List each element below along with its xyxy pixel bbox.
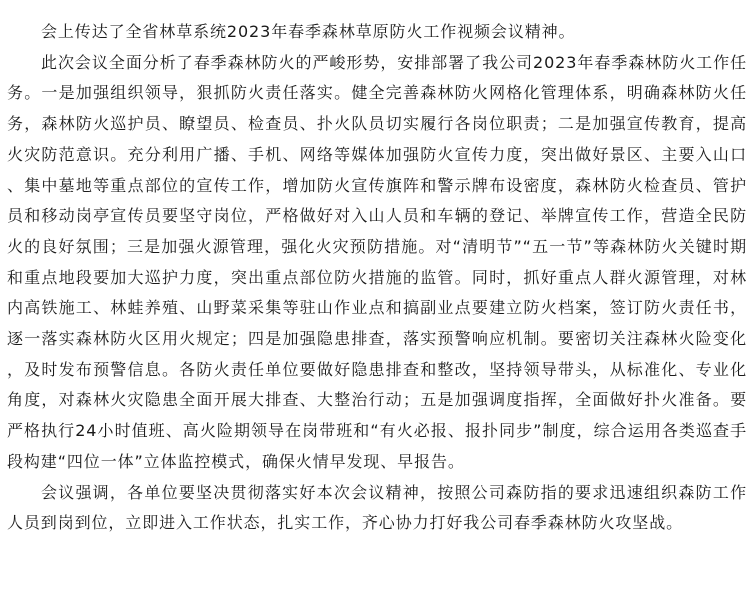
paragraph-intro: 会上传达了全省林草系统2023年春季森林草原防火工作视频会议精神。 (41, 22, 576, 41)
paragraph-tasks: 此次会议全面分析了春季森林防火的严峻形势，安排部署了我公司2023年春季森林防火工作任务。一是加强组织领导，狠抓防火责任落实。健全完善森林防火网格化管理体系，明确森林防火任务，森林防火巡护员、瞭望员、检查员、扑火队员切实履行各岗位职责；二是加强宣传教育，提高火灾防范意识。充分利用广播、手机、网络等媒体加强防火宣传力度，突出做好景区、主要入山口、集中墓地等重点部位的宣传工作，增加防火宣传旗阵和警示牌布设密度，森林防火检查员、管护员和移动岗亭宣传员要坚守岗位，严格做好对入山人员和车辆的登记、举牌宣传工作，营造全民防火的良好氛围；三是加强火源管理，强化火灾预防措施。对“清明节”“五一节”等森林防火关键时期和重点地段要加大巡护力度，突出重点部位防火措施的监管。同时，抓好重点人群火源管理，对林内高铁施工、林蛙养殖、山野菜采集等驻山作业点和搞副业点要建立防火档案，签订防火责任书，逐一落实森林防火区用火规定；四是加强隐患排查，落实预警响应机制。要密切关注森林火险变化，及时发布预警信息。各防火责任单位要做好隐患排查和整改，坚持领导带头，从标准化、专业化角度，对森林火灾隐患全面开展大排查、大整治行动；五是加强调度指挥，全面做好扑火准备。要严格执行24小时值班、高火险期领导在岗带班和“有火必报、报扑同步”制度，综合运用各类巡查手段构建“四位一体”立体监控模式，确保火情早发现、早报告。 (7, 52, 747, 471)
paragraph-conclusion: 会议强调，各单位要坚决贯彻落实好本次会议精神，按照公司森防指的要求迅速组织森防工作人员到岗到位，立即进入工作状态，扎实工作，齐心协力打好我公司春季森林防火攻坚战。 (7, 482, 747, 533)
article-body (7, 17, 747, 539)
